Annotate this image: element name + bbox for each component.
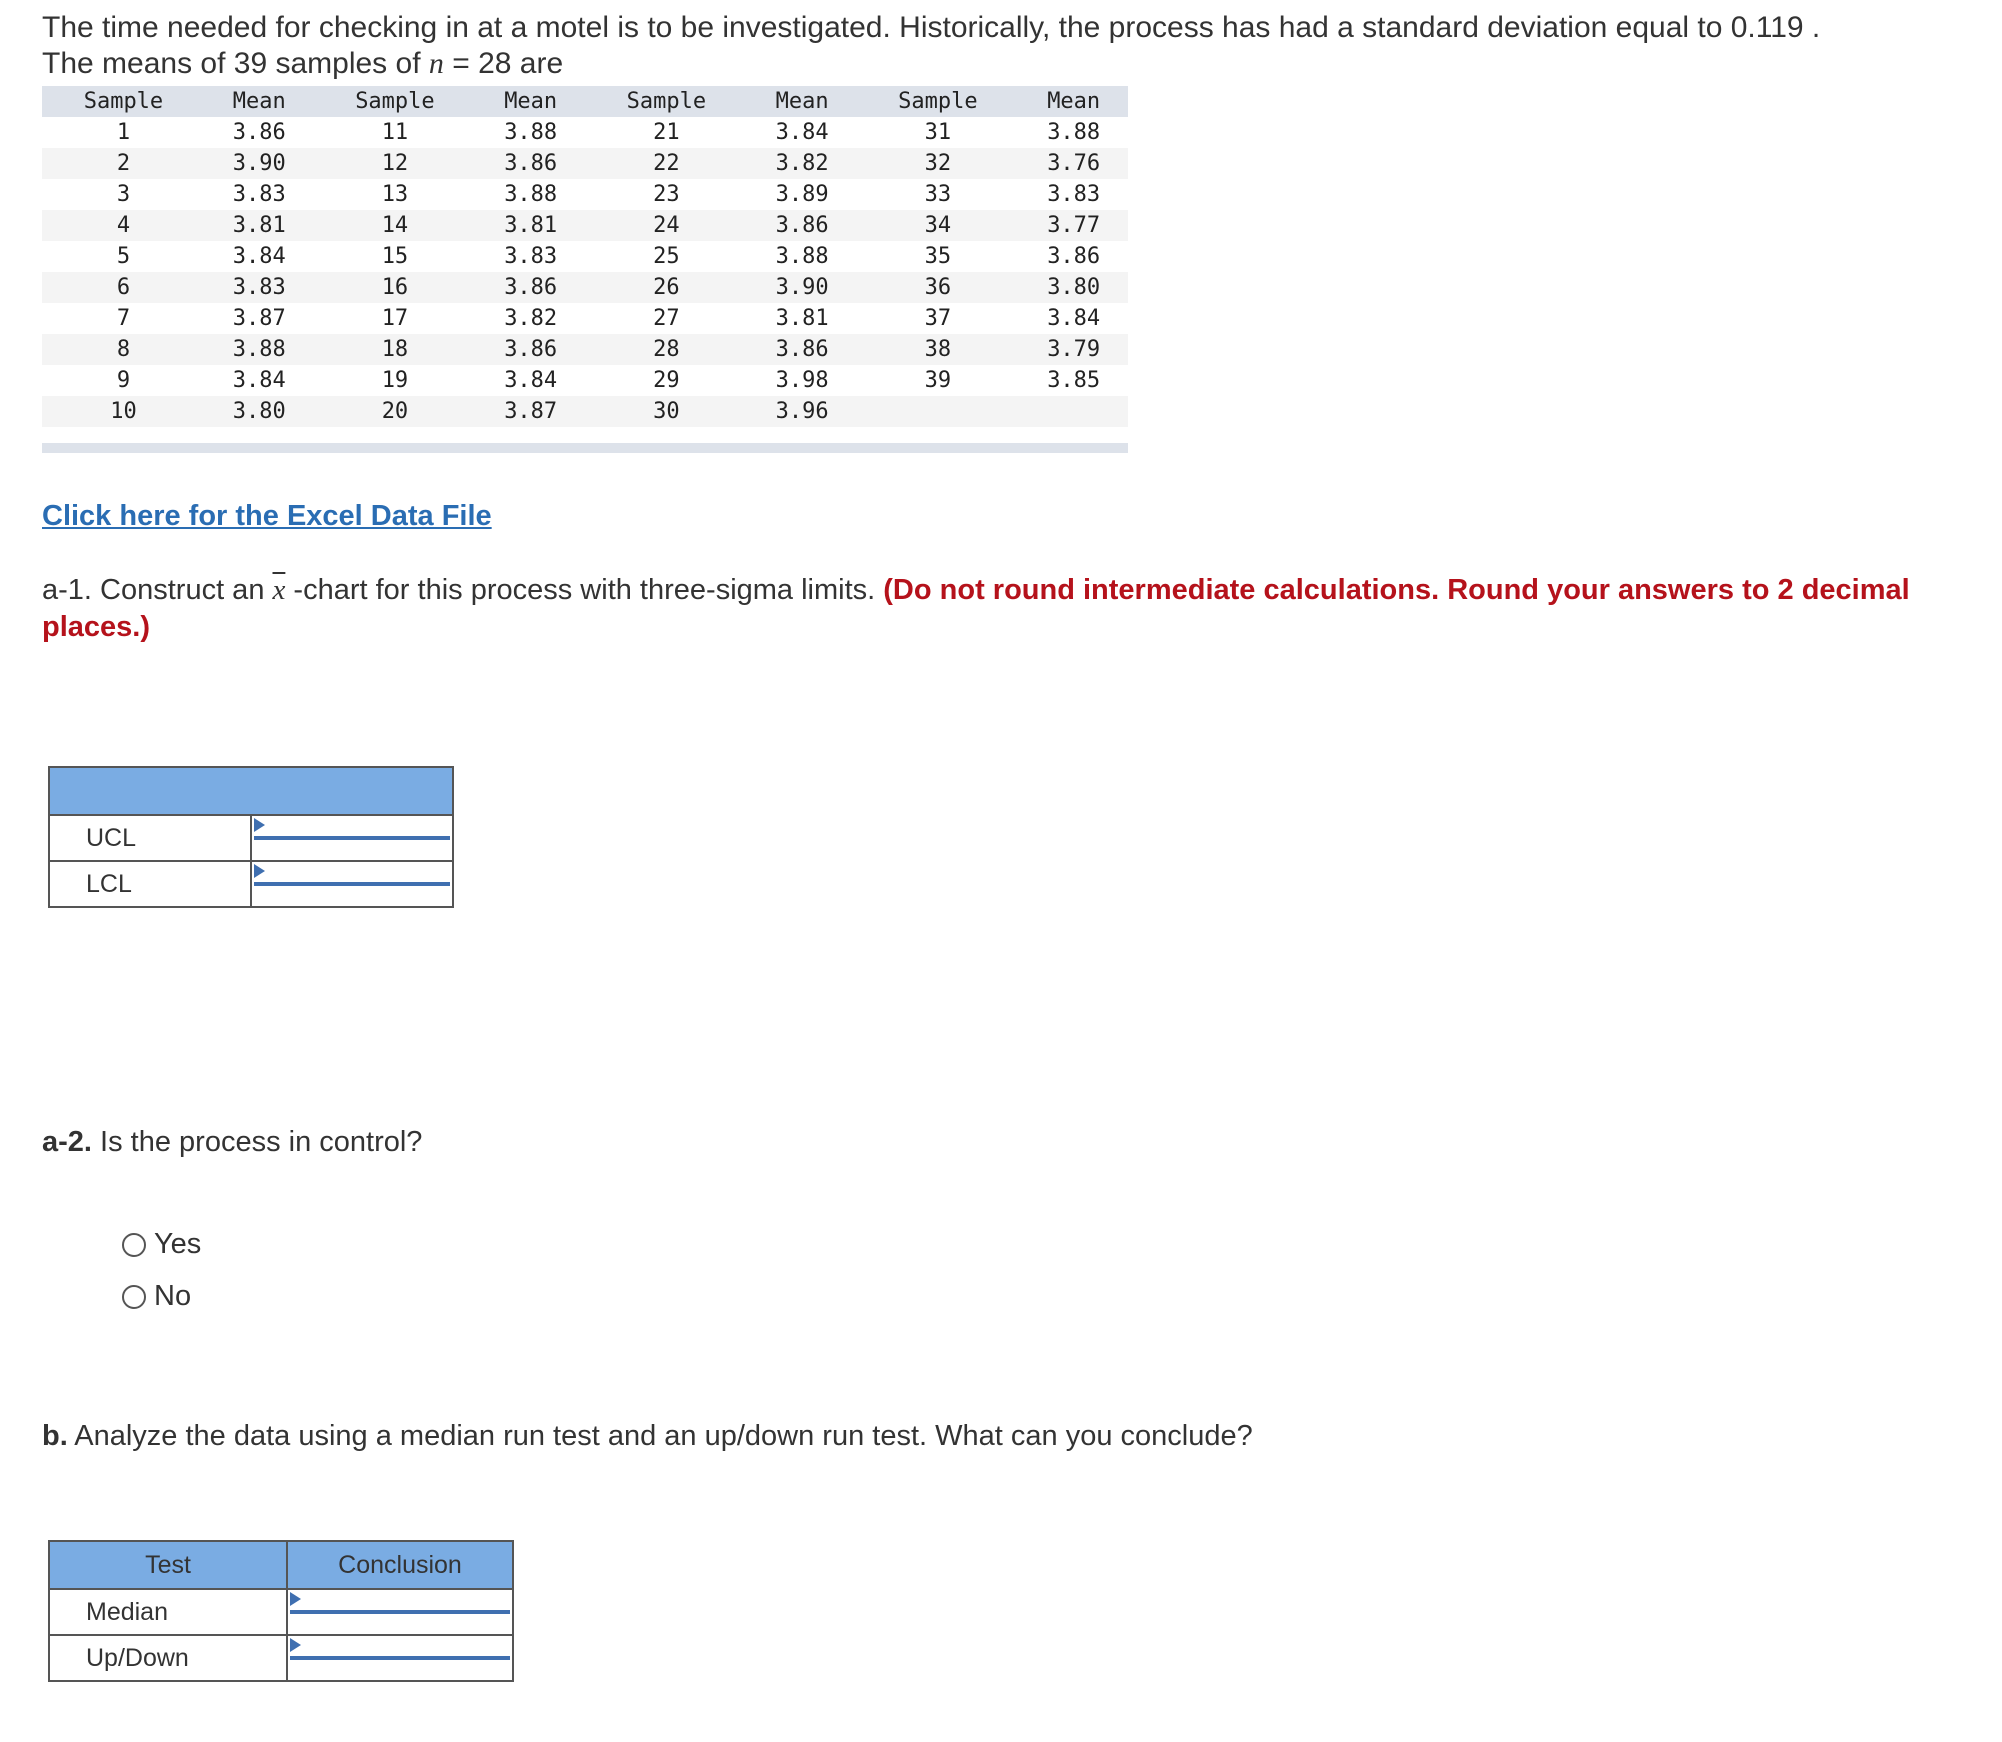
- sample-number-cell: 38: [856, 334, 1019, 365]
- sample-number-cell: 33: [924, 182, 952, 207]
- sample-mean-cell: 3.81: [775, 306, 829, 331]
- question-b-number: b.: [42, 1420, 68, 1452]
- intro-line-2-pre: The means of 39 samples of: [42, 47, 429, 80]
- sample-mean-cell: 3.76: [1019, 148, 1128, 179]
- input-marker-icon: [290, 1592, 301, 1606]
- sample-mean-cell: 3.88: [504, 182, 558, 207]
- question-b: [42, 1418, 1253, 1455]
- table-row: [42, 303, 1128, 334]
- sample-mean-cell: 3.88: [775, 244, 829, 269]
- sample-mean-cell: 3.77: [1019, 210, 1128, 241]
- ucl-input[interactable]: [254, 836, 450, 840]
- sample-mean-cell: 3.88: [1047, 120, 1101, 145]
- table-row: [42, 334, 1128, 365]
- col-header-mean-1: Mean: [205, 86, 314, 117]
- sample-number-cell: 19: [381, 368, 409, 393]
- sample-mean-cell: [1019, 396, 1128, 427]
- sample-means-table: [42, 86, 1128, 427]
- sample-mean-cell: 3.98: [775, 368, 829, 393]
- radio-no[interactable]: [122, 1285, 146, 1309]
- sample-number-cell: 15: [381, 244, 409, 269]
- option-no[interactable]: [122, 1280, 191, 1313]
- sample-number-cell: 23: [653, 182, 680, 207]
- sample-number-cell: 30: [585, 396, 748, 427]
- input-marker-icon: [254, 864, 265, 878]
- table-footer-bar: [42, 443, 1128, 453]
- sample-mean-cell: 3.86: [748, 210, 857, 241]
- table-row: [42, 241, 1128, 272]
- ucl-row: [49, 815, 453, 861]
- sample-mean-cell: 3.88: [504, 120, 558, 145]
- sample-number-cell: 34: [856, 210, 1019, 241]
- sample-mean-cell: 3.88: [205, 334, 314, 365]
- problem-intro: [42, 10, 1820, 82]
- col-header-test: Test: [49, 1541, 287, 1589]
- sample-number-cell: 2: [42, 148, 205, 179]
- sample-mean-cell: 3.86: [476, 272, 585, 303]
- sample-mean-cell: 3.80: [205, 396, 314, 427]
- sample-mean-cell: 3.81: [205, 210, 314, 241]
- run-test-table: [48, 1540, 514, 1682]
- option-yes[interactable]: [122, 1228, 201, 1261]
- sample-mean-cell: 3.84: [504, 368, 558, 393]
- sample-mean-cell: 3.83: [205, 272, 314, 303]
- input-marker-icon: [290, 1638, 301, 1652]
- sample-number-cell: 4: [42, 210, 205, 241]
- control-limits-header: [49, 767, 453, 815]
- ucl-label: UCL: [49, 815, 251, 861]
- lcl-label: LCL: [49, 861, 251, 907]
- question-a1-mid: -chart for this process with three-sigma limits.: [285, 574, 884, 606]
- sample-number-cell: 24: [585, 210, 748, 241]
- lcl-input-cell: [251, 861, 453, 907]
- question-a2: [42, 1124, 422, 1161]
- question-a1: [42, 572, 1942, 646]
- table-row: [42, 179, 1128, 210]
- sample-number-cell: 32: [856, 148, 1019, 179]
- sample-mean-cell: 3.86: [748, 334, 857, 365]
- updown-conclusion-cell: [287, 1635, 513, 1681]
- sample-mean-cell: 3.81: [476, 210, 585, 241]
- sample-number-cell: [856, 396, 1019, 427]
- sample-means-table-body: [42, 117, 1128, 427]
- sample-number-cell: 36: [856, 272, 1019, 303]
- sample-number-cell: 20: [313, 396, 476, 427]
- median-row: [49, 1589, 513, 1635]
- median-conclusion-select[interactable]: [290, 1610, 510, 1614]
- sample-mean-cell: 3.86: [476, 148, 585, 179]
- sample-mean-cell: 3.87: [232, 306, 286, 331]
- sample-mean-cell: 3.79: [1019, 334, 1128, 365]
- lcl-input[interactable]: [254, 882, 450, 886]
- question-a2-number: a-2.: [42, 1126, 92, 1158]
- col-header-sample-1: Sample: [42, 86, 205, 117]
- rounding-instruction: (Do not round intermediate calculations. Round your answers to 2 decimal places.): [42, 574, 1910, 643]
- radio-yes[interactable]: [122, 1233, 146, 1257]
- sample-mean-cell: 3.90: [205, 148, 314, 179]
- sample-number-cell: 3: [116, 182, 131, 207]
- sample-number-cell: 11: [381, 120, 409, 145]
- sample-number-cell: 8: [42, 334, 205, 365]
- col-header-mean-2: Mean: [476, 86, 585, 117]
- sample-number-cell: 12: [313, 148, 476, 179]
- sample-number-cell: 21: [653, 120, 680, 145]
- sample-mean-cell: 3.86: [232, 120, 286, 145]
- ucl-input-cell: [251, 815, 453, 861]
- sample-number-cell: 22: [585, 148, 748, 179]
- sample-mean-cell: 3.86: [476, 334, 585, 365]
- sample-number-cell: 17: [381, 306, 409, 331]
- table-row: [42, 148, 1128, 179]
- sample-number-cell: 35: [924, 244, 952, 269]
- intro-line-2-post: = 28 are: [443, 47, 564, 80]
- sample-mean-cell: 3.83: [232, 182, 286, 207]
- sample-number-cell: 37: [924, 306, 952, 331]
- sample-number-cell: 28: [585, 334, 748, 365]
- sample-mean-cell: 3.85: [1047, 368, 1101, 393]
- sample-number-cell: 1: [116, 120, 131, 145]
- table-row: [42, 396, 1128, 427]
- control-limits-table: [48, 766, 454, 908]
- intro-line-1: The time needed for checking in at a motel is to be investigated. Historically, the process has had a standard deviation equal to 0.119 .: [42, 11, 1821, 44]
- median-conclusion-cell: [287, 1589, 513, 1635]
- sample-mean-cell: 3.84: [1047, 306, 1101, 331]
- sample-number-cell: 14: [313, 210, 476, 241]
- sample-mean-cell: 3.82: [748, 148, 857, 179]
- sample-size-variable: n: [428, 47, 444, 80]
- sample-mean-cell: 3.90: [748, 272, 857, 303]
- sample-number-cell: 6: [42, 272, 205, 303]
- sample-mean-cell: 3.83: [504, 244, 558, 269]
- sample-number-cell: 13: [381, 182, 409, 207]
- col-header-sample-4: Sample: [856, 86, 1019, 117]
- sample-mean-cell: 3.84: [775, 120, 829, 145]
- col-header-conclusion: Conclusion: [287, 1541, 513, 1589]
- sample-number-cell: 27: [653, 306, 680, 331]
- updown-conclusion-select[interactable]: [290, 1656, 510, 1660]
- sample-number-cell: 10: [42, 396, 205, 427]
- table-row: [42, 117, 1128, 148]
- col-header-mean-3: Mean: [748, 86, 857, 117]
- sample-mean-cell: 3.84: [232, 244, 286, 269]
- lcl-row: [49, 861, 453, 907]
- option-no-label: No: [154, 1280, 192, 1312]
- col-header-sample-2: Sample: [313, 86, 476, 117]
- sample-mean-cell: 3.84: [232, 368, 286, 393]
- table-row: [42, 365, 1128, 396]
- xbar-symbol: $\overline{x}$: [272, 574, 286, 606]
- sample-number-cell: 5: [116, 244, 131, 269]
- sample-number-cell: 18: [313, 334, 476, 365]
- sample-mean-cell: 3.87: [476, 396, 585, 427]
- table-row: [42, 210, 1128, 241]
- median-label: Median: [49, 1589, 287, 1635]
- sample-number-cell: 39: [924, 368, 952, 393]
- option-yes-label: Yes: [154, 1228, 202, 1260]
- question-a1-pre: a-1. Construct an: [42, 574, 273, 606]
- sample-number-cell: 29: [653, 368, 680, 393]
- excel-data-file-link[interactable]: Click here for the Excel Data File: [42, 500, 492, 532]
- sample-mean-cell: 3.86: [1047, 244, 1101, 269]
- sample-mean-cell: 3.83: [1047, 182, 1101, 207]
- sample-mean-cell: 3.96: [748, 396, 857, 427]
- question-b-text: Analyze the data using a median run test and an up/down run test. What can you conclude?: [67, 1420, 1253, 1452]
- table-header-row: [42, 86, 1128, 117]
- sample-mean-cell: 3.80: [1019, 272, 1128, 303]
- sample-mean-cell: 3.82: [504, 306, 558, 331]
- question-a2-text: Is the process in control?: [91, 1126, 423, 1158]
- sample-number-cell: 9: [116, 368, 131, 393]
- sample-number-cell: 31: [924, 120, 952, 145]
- sample-number-cell: 26: [585, 272, 748, 303]
- col-header-mean-4: Mean: [1019, 86, 1128, 117]
- sample-number-cell: 7: [116, 306, 131, 331]
- table-row: [42, 272, 1128, 303]
- updown-row: [49, 1635, 513, 1681]
- updown-label: Up/Down: [49, 1635, 287, 1681]
- sample-number-cell: 16: [313, 272, 476, 303]
- col-header-sample-3: Sample: [585, 86, 748, 117]
- intro-line-2: [42, 46, 1820, 82]
- sample-mean-cell: 3.89: [775, 182, 829, 207]
- sample-number-cell: 25: [653, 244, 680, 269]
- input-marker-icon: [254, 818, 265, 832]
